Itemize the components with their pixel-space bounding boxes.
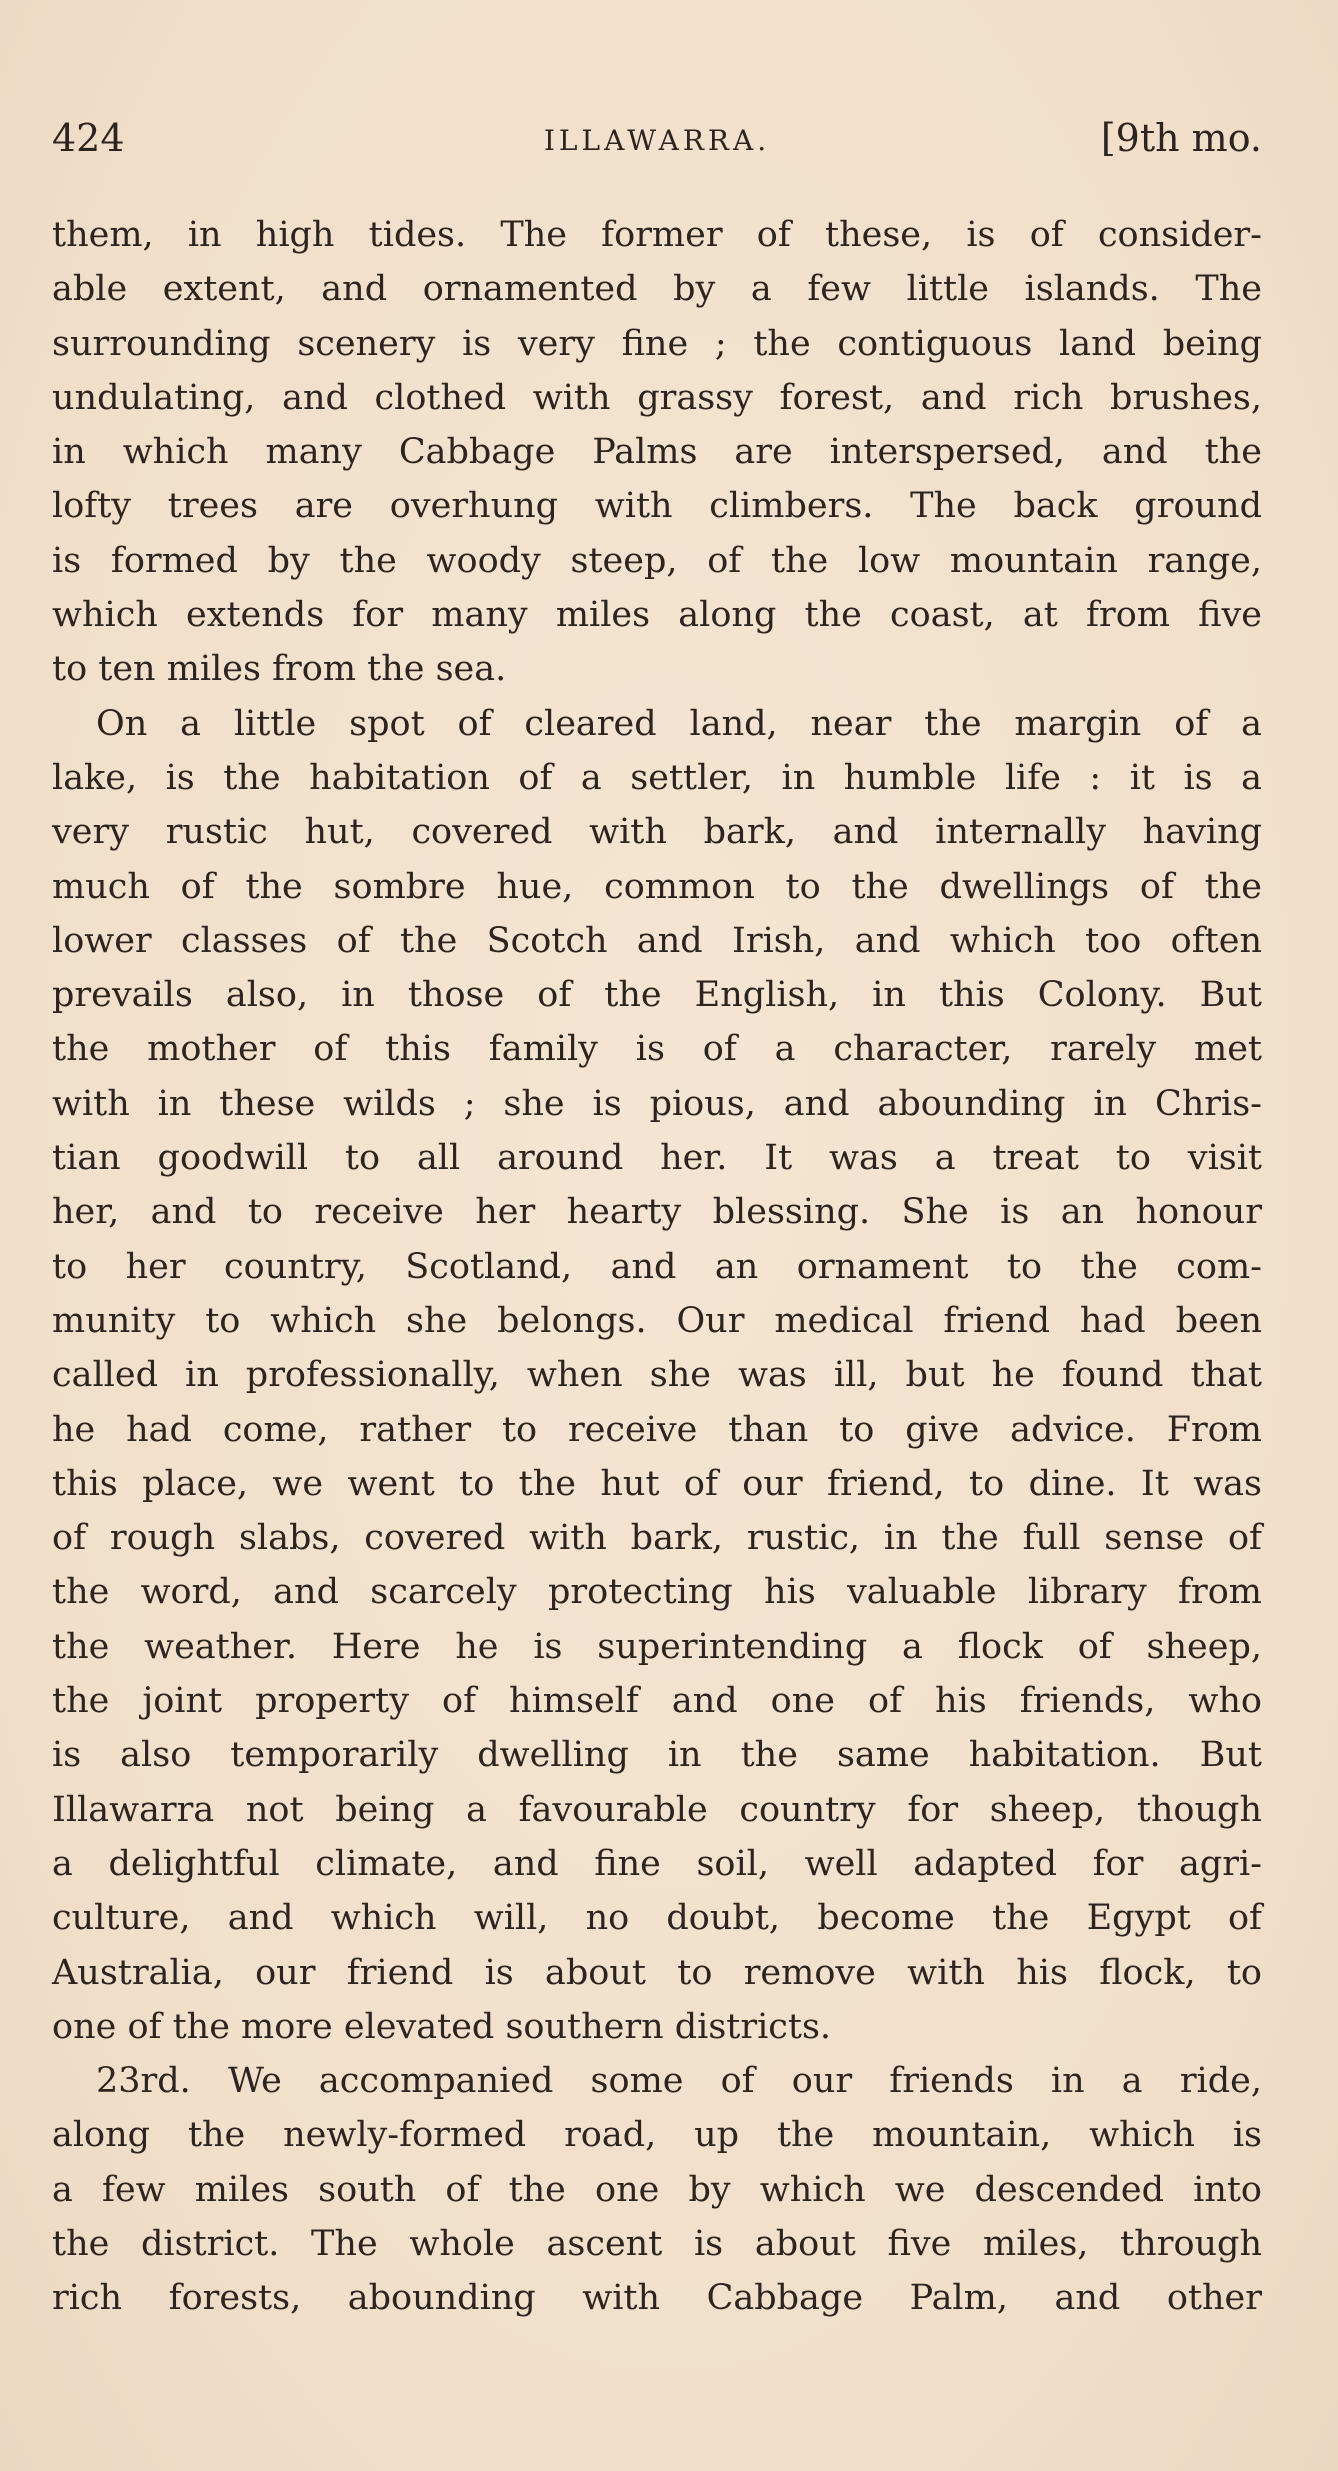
text-line: rich forests, abounding with Cabbage Palm, and other: [52, 2278, 1262, 2319]
text-line: he had come, rather to receive than to give advice. From: [52, 1409, 1262, 1450]
text-line: her, and to receive her hearty blessing. She is an honour: [52, 1192, 1262, 1233]
text-line: a delightful climate, and fine soil, well adapted for agri-: [52, 1843, 1262, 1884]
text-line: much of the sombre hue, common to the dwellings of the: [52, 866, 1262, 907]
page-number: 424: [52, 116, 125, 160]
text-line: the mother of this family is of a character, rarely met: [52, 1029, 1262, 1070]
text-line: lofty trees are overhung with climbers. The back ground: [52, 486, 1262, 527]
section-marker: [9th mo.: [1100, 116, 1262, 160]
text-line: to ten miles from the sea.: [52, 649, 507, 690]
running-title: ILLAWARRA.: [543, 124, 771, 157]
text-line: 23rd. We accompanied some of our friends in a ride,: [96, 2061, 1262, 2102]
text-line: them, in high tides. The former of these, is of consider-: [52, 215, 1262, 255]
text-line: lake, is the habitation of a settler, in humble life : it is a: [52, 757, 1262, 798]
text-line: Australia, our friend is about to remove with his flock, to: [52, 1952, 1262, 1993]
text-line: very rustic hut, covered with bark, and internally having: [52, 812, 1262, 853]
text-line: is formed by the woody steep, of the low mountain range,: [52, 540, 1262, 581]
text-line: in which many Cabbage Palms are interspersed, and the: [52, 432, 1262, 473]
text-line: Illawarra not being a favourable country for sheep, though: [52, 1789, 1262, 1830]
text-line: On a little spot of cleared land, near the margin of a: [96, 703, 1262, 744]
text-line: undulating, and clothed with grassy forest, and rich brushes,: [52, 377, 1262, 418]
text-line: of rough slabs, covered with bark, rustic, in the full sense of: [52, 1518, 1262, 1559]
text-line: with in these wilds ; she is pious, and abounding in Chris-: [52, 1083, 1262, 1124]
text-line: culture, and which will, no doubt, become the Egypt of: [52, 1898, 1262, 1939]
text-line: one of the more elevated southern districts.: [52, 2006, 832, 2047]
text-line: able extent, and ornamented by a few little islands. The: [52, 269, 1262, 310]
text-line: along the newly-formed road, up the mountain, which is: [52, 2115, 1262, 2156]
page-header: [52, 116, 1262, 172]
text-line: the weather. Here he is superintending a flock of sheep,: [52, 1626, 1262, 1667]
text-line: prevails also, in those of the English, in this Colony. But: [52, 975, 1262, 1016]
text-line: the district. The whole ascent is about five miles, through: [52, 2223, 1262, 2264]
text-line: the word, and scarcely protecting his valuable library from: [52, 1572, 1262, 1613]
text-line: the joint property of himself and one of his friends, who: [52, 1681, 1262, 1722]
text-line: called in professionally, when she was ill, but he found that: [52, 1355, 1262, 1396]
text-line: lower classes of the Scotch and Irish, and which too often: [52, 920, 1262, 961]
text-line: tian goodwill to all around her. It was a treat to visit: [52, 1138, 1262, 1179]
text-line: is also temporarily dwelling in the same habitation. But: [52, 1735, 1262, 1776]
text-line: surrounding scenery is very fine ; the contiguous land being: [52, 323, 1262, 364]
text-line: a few miles south of the one by which we descended into: [52, 2169, 1262, 2210]
text-line: this place, we went to the hut of our friend, to dine. It was: [52, 1463, 1262, 1504]
text-line: munity to which she belongs. Our medical friend had been: [52, 1300, 1262, 1341]
text-line: which extends for many miles along the coast, at from five: [52, 595, 1262, 636]
body-text: [52, 208, 1262, 2326]
text-line: to her country, Scotland, and an ornament to the com-: [52, 1246, 1262, 1287]
